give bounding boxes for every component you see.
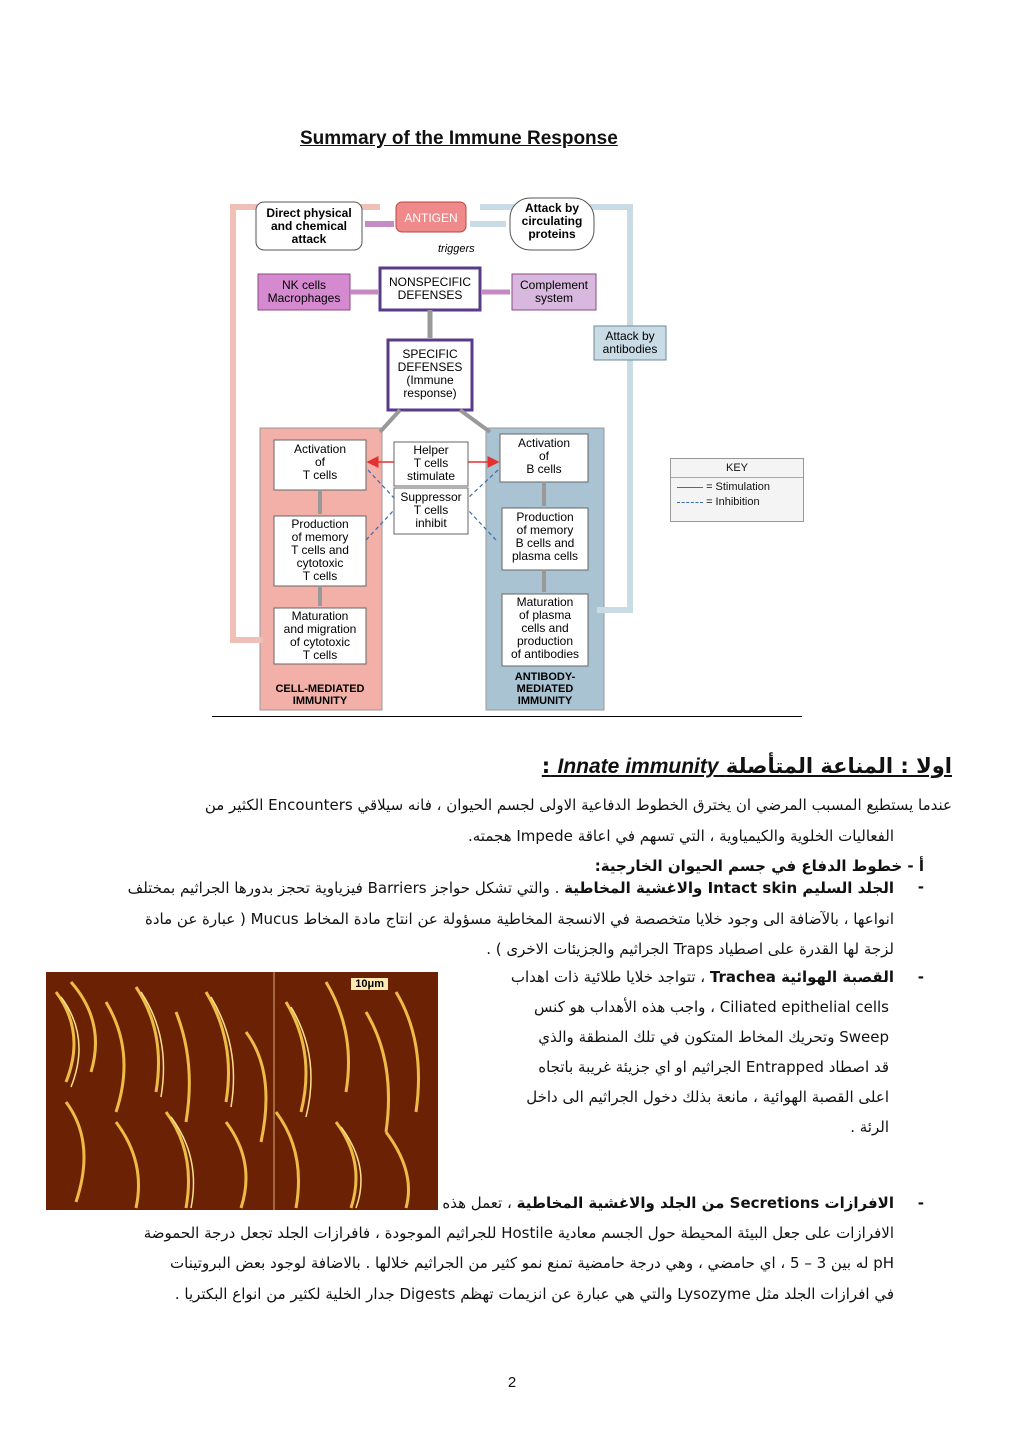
svg-text:CELL-MEDIATEDIMMUNITY: CELL-MEDIATED IMMUNITY — [275, 683, 365, 707]
b3-line-2: الافرازات على جعل البيئة المحيطة حول الجسم معادية Hostile للجراثيم الموجودة ، فافرازات الجلد تجعل درجة الحموضة — [143, 1224, 894, 1242]
bullet-1: - — [917, 878, 924, 896]
svg-text:ActivationofT cells: Activation of T cells — [293, 442, 347, 482]
svg-text:Maturationof plasmacells andpr: Maturation of plasma cells and production of antibodies — [510, 595, 580, 661]
immune-response-diagram — [200, 180, 680, 715]
b2-line-2: Ciliated epithelial cells ، واجب هذه الأهداب هو كنس — [534, 998, 889, 1016]
b1-line-2: انواعها ، بالآضافة الى وجود خلايا متخصصة في الانسجة المخاطية مسؤولة عن انتاج مادة المخاط Mucus ( عبارة عن مادة — [145, 910, 894, 928]
bullet-3: - — [917, 1194, 924, 1212]
diagram-key — [670, 458, 804, 522]
bullet-2: - — [917, 968, 924, 986]
direct-attack-label: Direct physical and chemical attack — [266, 206, 352, 246]
svg-text:Maturationand migrationof cyto: Maturation and migration of cytotoxic T cells — [283, 609, 357, 662]
key-title: KEY — [671, 459, 803, 478]
subheading-a: أ - خطوط الدفاع في جسم الحيوان الخارجية: — [594, 857, 924, 875]
b1-line-1: الجلد السليم Intact skin والاغشية المخاطية . والتي تشكل حواجز Barriers فيزياوية تحجز بدورها الجراثيم بمختلف — [127, 879, 894, 897]
svg-text:SPECIFICDEFENSES(Immunerespons: SPECIFIC DEFENSES (Immune response) — [397, 347, 463, 400]
antigen-label: ANTIGEN — [404, 211, 458, 225]
svg-text:ANTIBODY-MEDIATEDIMMUNITY: ANTIBODY-MEDIATED IMMUNITY — [514, 671, 576, 707]
attack-proteins-label: Attack by circulating proteins — [521, 201, 583, 241]
intro-line-2: الفعاليات الخلوية والكيمياوية ، التي تسهم في اعاقة Impede هجمته. — [468, 827, 894, 845]
divider — [212, 716, 802, 717]
b2-line-1: القصبة الهوائية Trachea ، تتواجد خلايا طلائية ذات اهداب — [510, 968, 894, 986]
page-number: 2 — [507, 1374, 517, 1391]
stimulation-line — [677, 487, 703, 488]
svg-text:SuppressorT cellsinhibit: Suppressor T cells inhibit — [400, 490, 462, 530]
scale-bar-label: 10μm — [351, 978, 388, 990]
b2-line-5: اعلى القصبة الهوائية ، مانعة بذلك دخول الجراثيم الى داخل — [526, 1088, 889, 1106]
page-title: Summary of the Immune Response — [300, 128, 618, 149]
intro-line-1: عندما يستطيع المسبب المرضي ان يخترق الخطوط الدفاعية الاولى لجسم الحيوان ، فانه سيلاقي Encounters الكثير من — [204, 796, 952, 814]
ciliated-epithelium-micrograph — [46, 972, 438, 1210]
svg-text:NK cellsMacrophages: NK cells Macrophages — [267, 278, 341, 305]
svg-text:Complementsystem: Complement system — [519, 278, 589, 305]
inhibition-line — [677, 502, 703, 503]
key-inhibition: = Inhibition — [706, 496, 760, 508]
micrograph-image — [46, 972, 438, 1210]
triggers-label: triggers — [438, 243, 475, 255]
b2-line-4: قد اصطاد Entrapped الجراثيم او اي جزيئة غريبة باتجاه — [538, 1058, 889, 1076]
b3-line-3: pH له بين 3 – 5 ، اي حامضي ، وهي درجة حامضية تمنع نمو كثير من الجراثيم خلالها . بالاضافة لوجود بعض البروتينات — [170, 1254, 894, 1272]
b2-line-3: Sweep وتحريك المخاط المتكون في تلك المنطقة والذي — [538, 1028, 889, 1046]
svg-text:NONSPECIFICDEFENSES: NONSPECIFIC DEFENSES — [388, 275, 472, 302]
svg-text:Productionof memoryT cells and: Production of memory T cells and cytotoxic T cells — [291, 517, 349, 583]
key-stimulation: = Stimulation — [706, 481, 770, 493]
section-heading: اولا : المناعة المتأصلة Innate immunity : — [541, 754, 952, 778]
b3-line-1: الافرازات Secretions من الجلد والاغشية المخاطية ، تعمل هذه — [442, 1194, 894, 1212]
svg-text:Productionof memoryB cells and: Production of memory B cells and plasma cells — [511, 510, 579, 563]
b2-line-6: الرئة . — [850, 1118, 889, 1136]
svg-text:ActivationofB cells: Activation of B cells — [517, 436, 571, 476]
b3-line-4: في افرازات الجلد مثل Lysozyme والتي هي عبارة عن انزيمات تهظم Digests جدار الخلية لكثير من انواع البكتريا . — [174, 1285, 894, 1303]
svg-text:Attack byantibodies: Attack by antibodies — [602, 329, 658, 356]
b1-line-3: لزجة لها القدرة على اصطياد Traps الجراثيم والجزيئات الاخرى ) . — [486, 940, 894, 958]
svg-text:HelperT cellsstimulate: Helper T cells stimulate — [406, 443, 456, 483]
